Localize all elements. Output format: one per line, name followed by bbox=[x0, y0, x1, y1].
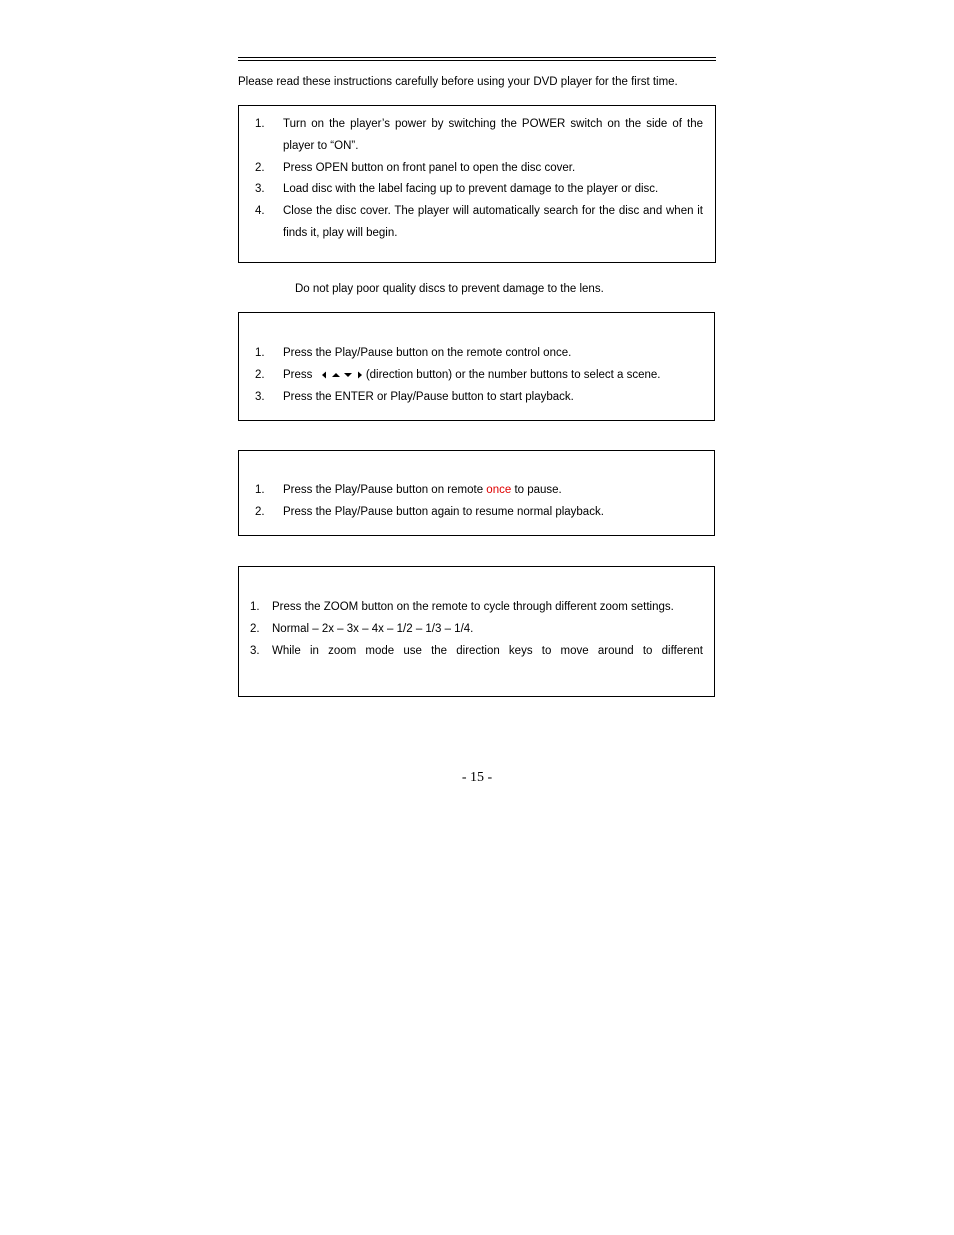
list-text: While in zoom mode use the direction keys to move around to different bbox=[272, 644, 703, 657]
list-text: Press OPEN button on front panel to open the disc cover. bbox=[283, 161, 576, 174]
list-item bbox=[255, 502, 703, 524]
list-item bbox=[255, 201, 703, 245]
list-item bbox=[250, 597, 703, 619]
list-number: 1. bbox=[255, 484, 265, 496]
list-number: 2. bbox=[255, 161, 265, 174]
list-text-before: Press bbox=[283, 368, 313, 381]
list-item bbox=[250, 641, 703, 663]
header-rule-bottom bbox=[238, 60, 716, 61]
list-text: Close the disc cover. The player will automatically search for the disc and when it finds it, play will begin. bbox=[283, 205, 703, 239]
list-text: Press the ENTER or Play/Pause button to start playback. bbox=[283, 390, 574, 403]
instruction-list-play bbox=[255, 343, 703, 408]
list-number: 1. bbox=[255, 347, 265, 359]
list-item bbox=[255, 343, 703, 365]
highlight-word: once bbox=[486, 484, 512, 496]
list-text: Press the ZOOM button on the remote to cycle through different zoom settings. bbox=[272, 601, 674, 613]
page-number: - 15 - bbox=[461, 770, 493, 785]
list-item bbox=[255, 114, 703, 158]
direction-arrows-icon bbox=[318, 370, 362, 380]
list-text: Normal – 2x – 3x – 4x – 1/2 – 1/3 – 1/4. bbox=[272, 622, 474, 635]
list-number: 1. bbox=[255, 118, 265, 130]
list-number: 3. bbox=[255, 390, 265, 403]
list-number: 3. bbox=[255, 183, 265, 196]
list-text: Load disc with the label facing up to prevent damage to the player or disc. bbox=[283, 183, 659, 196]
list-number: 2. bbox=[255, 368, 265, 381]
list-item bbox=[255, 365, 703, 387]
list-number: 2. bbox=[255, 505, 265, 518]
caution-note: Do not play poor quality discs to prevent damage to the lens. bbox=[295, 283, 604, 295]
list-item bbox=[250, 619, 703, 641]
list-number: 3. bbox=[250, 644, 260, 657]
list-text bbox=[283, 365, 661, 387]
instruction-list-pause bbox=[255, 480, 703, 524]
list-text-before: Press the Play/Pause button on remote bbox=[283, 484, 484, 496]
list-text: Press the Play/Pause button again to resume normal playback. bbox=[283, 505, 604, 518]
list-text bbox=[283, 480, 562, 502]
instruction-list-zoom bbox=[250, 597, 703, 662]
list-number: 1. bbox=[250, 601, 260, 613]
list-number: 4. bbox=[255, 205, 265, 218]
list-item bbox=[255, 158, 703, 180]
list-number: 2. bbox=[250, 622, 260, 635]
list-text: Press the Play/Pause button on the remote control once. bbox=[283, 347, 572, 359]
list-text: Turn on the player’s power by switching the POWER switch on the side of the player to “ON”. bbox=[283, 118, 703, 152]
intro-text: Please read these instructions carefully before using your DVD player for the first time. bbox=[238, 76, 678, 88]
list-item bbox=[255, 179, 703, 201]
list-item bbox=[255, 480, 703, 502]
list-text-after: (direction button) or the number buttons to select a scene. bbox=[365, 368, 661, 381]
header-rule-top bbox=[238, 57, 716, 58]
instruction-list-load-disc bbox=[255, 114, 703, 245]
list-item bbox=[255, 387, 703, 409]
list-text-after: to pause. bbox=[514, 484, 562, 496]
